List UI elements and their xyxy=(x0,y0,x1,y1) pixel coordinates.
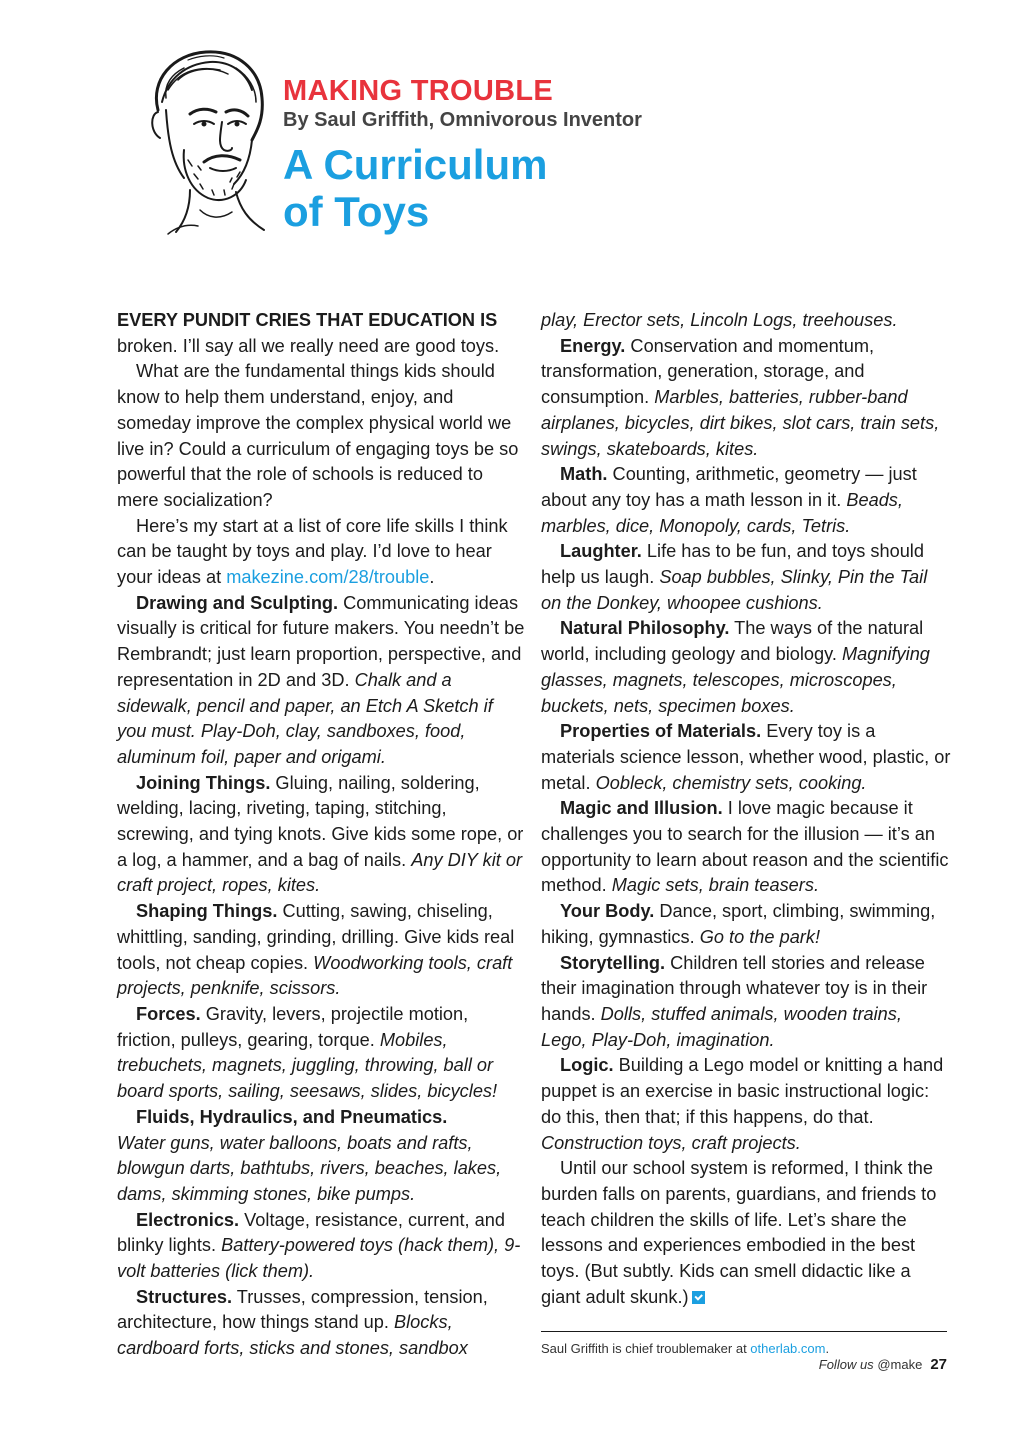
skill-electronics xyxy=(117,1208,527,1285)
skill-text: Counting, arithmetic, geometry — just about any toy has a math lesson in it. xyxy=(541,464,917,510)
skill-text: Building a Lego model or knitting a hand puppet is an exercise in basic instructional logic: do this, then that; if this happens, do that. xyxy=(541,1055,944,1127)
skill-heading: Math. xyxy=(560,464,608,485)
paragraph: What are the fundamental things kids should know to help them understand, enjoy, and someday improve the complex physical world we live in? Could a curriculum of engaging toys be so powerful that the role of schools is reduced to mere socialization? xyxy=(117,361,519,510)
skill-text: Communicating ideas visually is critical for future makers. You needn’t be Rembrandt; just learn proportion, perspective, and representation in 2D and 3D. xyxy=(117,592,525,690)
closing-text: Until our school system is reformed, I think the burden falls on parents, guardians, and friends to teach children the skills of life. Let’s share the lessons and experiences embodied in the best toys. (But subtly. Kids can smell didactic like a giant adult skunk.) xyxy=(541,1158,937,1307)
skill-toys: Battery-powered toys (hack them), 9-volt batteries (lick them). xyxy=(117,1235,521,1282)
skill-text: Children tell stories and release their imagination through whatever toy is in their hands. xyxy=(541,952,928,1024)
skill-structures-cont xyxy=(541,308,951,334)
skill-toys: Woodworking tools, craft projects, penknife, scissors. xyxy=(117,952,513,999)
end-mark-icon xyxy=(692,1291,705,1304)
skill-heading: Energy. xyxy=(560,335,626,356)
author-portrait xyxy=(128,40,278,238)
skill-body xyxy=(541,899,951,950)
paragraph xyxy=(117,514,527,591)
skill-heading: Magic and Illusion. xyxy=(560,798,723,819)
title-line-2: of Toys xyxy=(283,188,430,235)
punctuation: . xyxy=(825,1341,830,1356)
column-name: MAKING TROUBLE xyxy=(283,75,554,107)
bio-text: Saul Griffith is chief troublemaker at xyxy=(541,1341,751,1356)
skill-toys: Magic sets, brain teasers. xyxy=(611,875,820,896)
skill-joining xyxy=(117,771,527,900)
body-column-left xyxy=(117,308,527,1362)
skill-heading: Joining Things. xyxy=(136,772,271,793)
skill-heading: Fluids, Hydraulics, and Pneumatics. xyxy=(136,1106,448,1127)
page-footer xyxy=(819,1356,947,1373)
skill-toys: Magnifying glasses, magnets, telescopes, microscopes, buckets, nets, specimen boxes. xyxy=(541,644,930,716)
skill-drawing xyxy=(117,591,527,771)
skill-fluids xyxy=(117,1105,527,1208)
skill-heading: Natural Philosophy. xyxy=(560,618,730,639)
skill-heading: Drawing and Sculpting. xyxy=(136,592,339,613)
skill-text: Gluing, nailing, soldering, welding, lacing, riveting, taping, stitching, screwing, and tying knots. Give kids some rope, or a log, a hammer, and a bag of nails. xyxy=(117,772,524,870)
skill-toys: play, Erector sets, Lincoln Logs, treehouses. xyxy=(541,310,898,330)
skill-toys: Dolls, stuffed animals, wooden trains, Lego, Play-Doh, imagination. xyxy=(541,1003,902,1050)
skill-text: Cutting, sawing, chiseling, whittling, sanding, grinding, drilling. Give kids real tools, not cheap copies. xyxy=(117,901,515,973)
skill-text: Dance, sport, climbing, swimming, hiking, gymnastics. xyxy=(541,901,936,947)
skill-shaping xyxy=(117,899,527,1002)
skill-text: The ways of the natural world, including geology and biology. xyxy=(541,618,924,665)
skill-heading: Logic. xyxy=(560,1055,614,1076)
skill-toys: Marbles, batteries, rubber-band airplanes, bicycles, dirt bikes, slot cars, train sets, swings, skateboards, kites. xyxy=(541,387,940,459)
skill-materials xyxy=(541,719,951,796)
skill-logic xyxy=(541,1053,951,1156)
follow-label: Follow us xyxy=(818,1357,874,1372)
skill-heading: Laughter. xyxy=(560,541,642,562)
byline: By Saul Griffith, Omnivorous Inventor xyxy=(283,109,642,131)
author-bio xyxy=(541,1340,829,1357)
skill-text: Gravity, levers, projectile motion, friction, pulleys, gearing, torque. xyxy=(117,1003,469,1050)
skill-natural-philosophy xyxy=(541,616,951,719)
skill-heading: Your Body. xyxy=(560,901,655,922)
lead-text: broken. I’ll say all we really need are good toys. xyxy=(117,335,500,356)
skill-toys: Blocks, cardboard forts, sticks and stones, sandbox xyxy=(117,1312,468,1359)
social-handle[interactable]: @make xyxy=(877,1357,923,1372)
skill-text: Trusses, compression, tension, architecture, how things stand up. xyxy=(117,1286,488,1333)
skill-text: Every toy is a materials science lesson, whether wood, plastic, or metal. xyxy=(541,721,951,793)
skill-laughter xyxy=(541,539,951,616)
makezine-link[interactable]: makezine.com/28/trouble xyxy=(226,567,430,588)
skill-toys: Mobiles, trebuchets, magnets, juggling, throwing, ball or board sports, sailing, seesaws, slides, bicycles! xyxy=(117,1029,498,1102)
skill-toys: Chalk and a sidewalk, pencil and paper, an Etch A Sketch if you must. Play-Doh, clay, sandboxes, food, aluminum foil, paper and origami. xyxy=(117,669,493,767)
lead-paragraph xyxy=(117,308,527,359)
otherlab-link[interactable]: otherlab.com xyxy=(750,1341,826,1356)
skill-text: Life has to be fun, and toys should help us laugh. xyxy=(541,541,924,588)
skill-toys: Construction toys, craft projects. xyxy=(541,1132,801,1153)
closing-paragraph xyxy=(541,1156,951,1310)
skill-text: Conservation and momentum, transformation, generation, storage, and consumption. xyxy=(541,335,875,408)
article-header xyxy=(283,74,642,235)
skill-heading: Properties of Materials. xyxy=(560,721,762,742)
skill-magic xyxy=(541,796,951,899)
page-number: 27 xyxy=(930,1356,947,1373)
skill-structures xyxy=(117,1285,527,1362)
skill-heading: Storytelling. xyxy=(560,952,666,973)
title-line-1: A Curriculum xyxy=(283,141,548,188)
skill-energy xyxy=(541,334,951,463)
skill-toys: Oobleck, chemistry sets, cooking. xyxy=(595,772,867,793)
skill-forces xyxy=(117,1002,527,1105)
body-column-right xyxy=(541,308,951,1310)
punctuation: . xyxy=(429,567,435,588)
paragraph-text: Here’s my start at a list of core life skills I think can be taught by toys and play. I’d love to hear your ideas at xyxy=(117,515,508,588)
skill-heading: Forces. xyxy=(136,1003,201,1024)
skill-toys: Soap bubbles, Slinky, Pin the Tail on the Donkey, whoopee cushions. xyxy=(541,567,928,613)
skill-text: Voltage, resistance, current, and blinky lights. xyxy=(117,1209,506,1256)
skill-storytelling xyxy=(541,951,951,1054)
skill-toys: Any DIY kit or craft project, ropes, kites. xyxy=(117,849,523,896)
skill-toys: Go to the park! xyxy=(699,926,821,947)
skill-toys: Beads, marbles, dice, Monopoly, cards, Tetris. xyxy=(541,489,903,536)
skill-math xyxy=(541,462,951,539)
skill-heading: Structures. xyxy=(136,1286,233,1307)
article-title xyxy=(283,141,642,235)
skill-text: I love magic because it challenges you to search for the illusion — it’s an opportunity to learn about reason and the scientific method. xyxy=(541,798,949,896)
bio-divider xyxy=(541,1331,947,1332)
lead-caps: EVERY PUNDIT CRIES THAT EDUCATION IS xyxy=(117,310,498,330)
skill-toys: Water guns, water balloons, boats and rafts, blowgun darts, bathtubs, rivers, beaches, lakes, dams, skimming stones, bike pumps. xyxy=(117,1132,502,1204)
skill-heading: Electronics. xyxy=(136,1209,240,1230)
skill-heading: Shaping Things. xyxy=(136,901,278,922)
